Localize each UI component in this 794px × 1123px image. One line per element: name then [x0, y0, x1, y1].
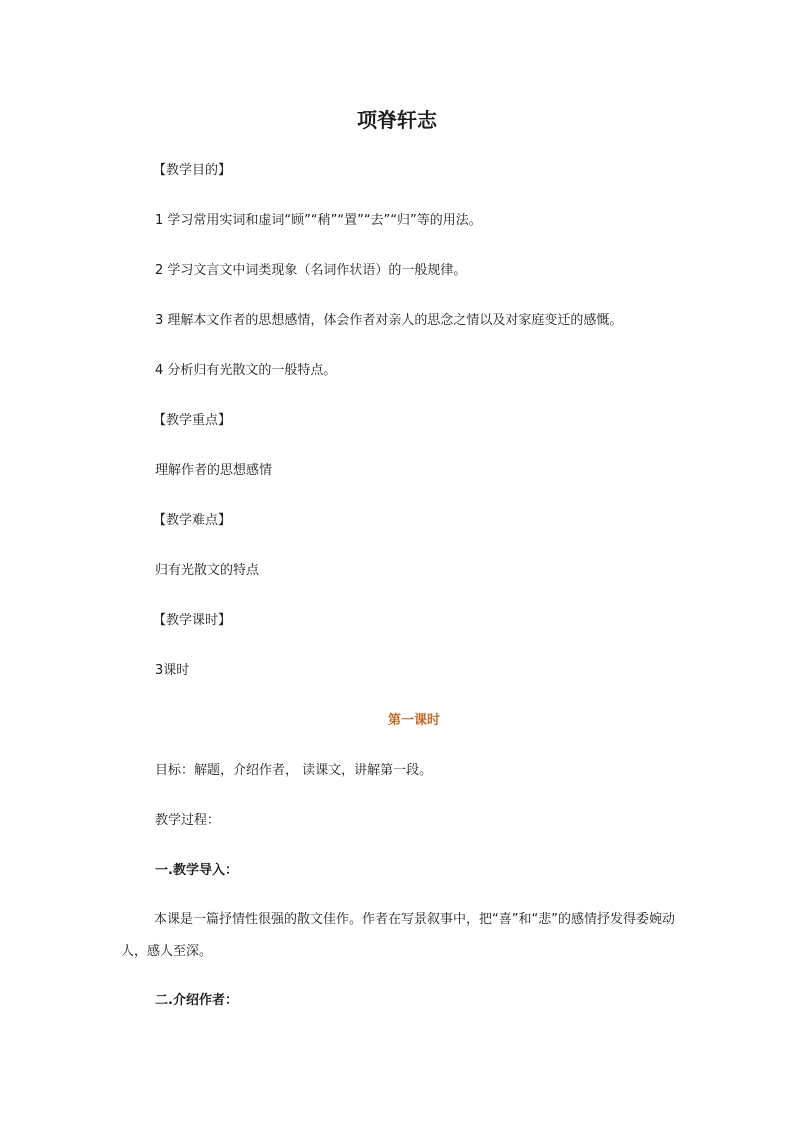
objective-heading: 【教学目的】 — [153, 163, 232, 178]
hours-heading: 【教学课时】 — [153, 613, 232, 628]
key-point-heading: 【教学重点】 — [153, 413, 232, 428]
objective-item-1: 1 学习常用实词和虚词“顾”“稍”“置”“去”“归”等的用法。 — [155, 213, 482, 228]
difficulty-heading: 【教学难点】 — [153, 513, 232, 528]
teaching-process-label: 教学过程： — [155, 813, 221, 828]
section-2-heading: 二.介绍作者： — [155, 993, 238, 1008]
lesson-goal: 目标：解题，介绍作者， 读课文，讲解第一段。 — [155, 763, 433, 778]
objective-item-2: 2 学习文言文中词类现象（名词作状语）的一般规律。 — [155, 263, 467, 278]
document-title: 项脊轩志 — [357, 108, 437, 132]
lesson-title: 第一课时 — [387, 713, 440, 728]
key-point-text: 理解作者的思想感情 — [155, 463, 273, 478]
section-1-heading: 一.教学导入： — [155, 863, 238, 878]
objective-item-4: 4 分析归有光散文的一般特点。 — [155, 363, 337, 378]
section-1-paragraph: 本课是一篇抒情性很强的散文佳作。作者在写景叙事中，把“喜”和“悲”的感情抒发得委婉动人，感人至深。 — [121, 912, 675, 959]
difficulty-text: 归有光散文的特点 — [155, 563, 260, 578]
objective-item-3: 3 理解本文作者的思想感情，体会作者对亲人的思念之情以及对家庭变迁的感慨。 — [155, 313, 623, 328]
hours-text: 3课时 — [155, 663, 190, 678]
